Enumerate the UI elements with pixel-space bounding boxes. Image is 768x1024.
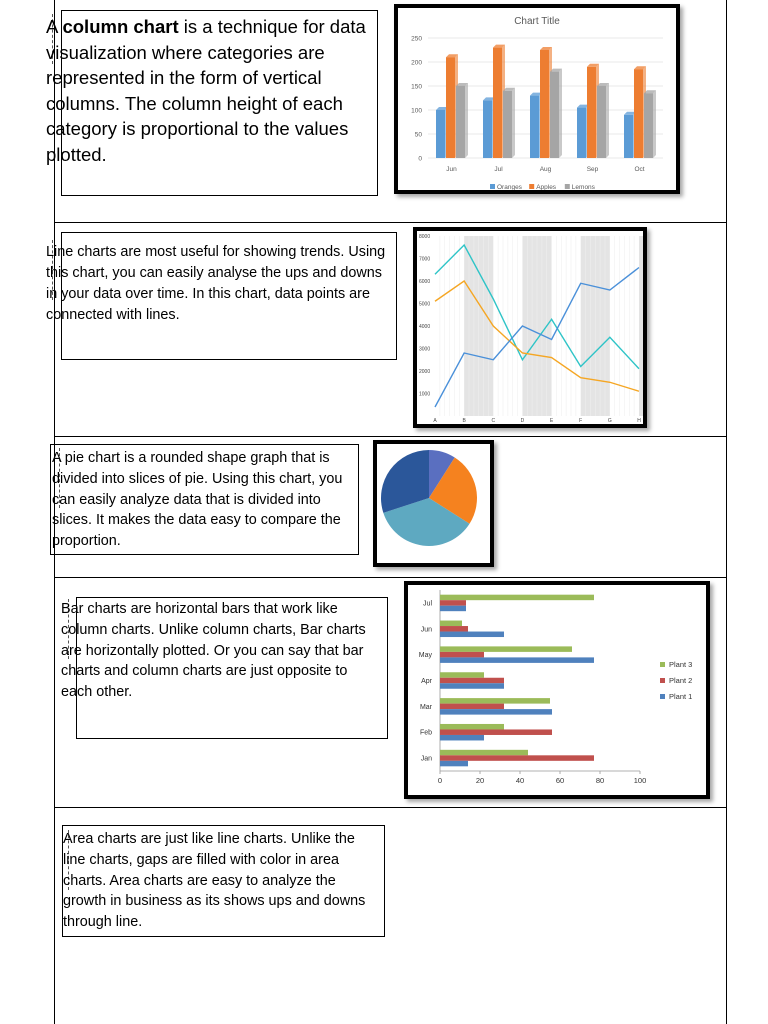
bar (440, 709, 552, 715)
bar (540, 50, 549, 158)
bar (440, 704, 504, 710)
bar (440, 632, 504, 638)
bar (440, 761, 468, 767)
legend-swatch (660, 662, 665, 667)
x-tick-label: Jun (446, 166, 457, 173)
bar (440, 621, 462, 627)
bar (483, 100, 492, 158)
legend-label: Apples (536, 184, 557, 190)
line-chart (417, 231, 643, 424)
bar (440, 678, 504, 684)
y-tick-label: 4000 (419, 324, 431, 330)
y-tick-label: 7000 (419, 256, 431, 263)
bar (440, 595, 594, 601)
pie-chart-frame (373, 440, 494, 567)
y-tick-label: 150 (411, 83, 422, 91)
bar (440, 724, 504, 730)
bar (446, 57, 455, 158)
line-chart-description: Line charts are most useful for showing trends. Using this chart, you can easily analyse the ups and downs in your data over time. In this chart, data points are connected with lines. (46, 244, 386, 323)
y-tick-label: 100 (411, 107, 422, 115)
right-margin-line (726, 0, 727, 1024)
bar-side (512, 88, 515, 158)
pie-chart-description: A pie chart is a rounded shape graph that is divided into slices of pie. Using this chart, you can easily analyze data that is divided into slices. It makes the data easy to compare the proportion. (52, 450, 343, 550)
bar (530, 96, 539, 158)
legend-label: Plant 3 (669, 660, 693, 669)
y-tick-label: 8000 (419, 234, 431, 240)
bar (440, 735, 484, 741)
legend-swatch (660, 678, 665, 683)
x-tick-label: 0 (437, 776, 443, 785)
bar-side (606, 83, 609, 158)
x-tick-label: Aug (539, 166, 552, 173)
section-divider (54, 807, 727, 808)
bar (456, 86, 465, 158)
bar-chart-frame (404, 581, 710, 799)
legend-swatch (490, 184, 495, 189)
x-tick-label: 80 (595, 776, 605, 785)
x-tick-label: 20 (475, 776, 485, 785)
x-tick-label: A (433, 418, 437, 424)
y-tick-label: 50 (414, 131, 422, 139)
pie-chart (377, 444, 490, 563)
legend-label: Plant 1 (669, 692, 693, 701)
x-tick-label: D (520, 418, 525, 424)
x-tick-label: 100 (633, 776, 647, 785)
bar (440, 683, 504, 689)
legend-label: Plant 2 (669, 676, 693, 685)
column-chart-frame (394, 4, 680, 194)
x-tick-label: F (579, 418, 583, 424)
column-chart-description: A column chart is a technique for data visualization where categories are represented in the form of vertical columns. The column height of each category is proportional to the values plotted. (46, 16, 366, 165)
y-tick-label: Apr (421, 678, 432, 685)
line-chart-frame (413, 227, 647, 428)
x-tick-label: Oct (634, 166, 645, 173)
y-tick-label: 250 (411, 35, 422, 43)
column-chart (398, 8, 676, 190)
legend-swatch (565, 184, 570, 189)
y-tick-label: 200 (411, 59, 422, 67)
bar (597, 86, 606, 158)
x-tick-label: Jul (494, 166, 503, 173)
legend-swatch (529, 184, 534, 189)
bar-side (465, 83, 468, 158)
x-tick-label: B (462, 418, 466, 424)
bar (440, 672, 484, 678)
x-tick-label: C (491, 418, 496, 424)
bar (440, 729, 552, 735)
legend-swatch (660, 694, 665, 699)
section-divider (54, 222, 727, 223)
x-tick-label: 60 (555, 776, 565, 785)
y-tick-label: May (418, 652, 432, 660)
section-divider (54, 436, 727, 437)
bar (440, 755, 594, 761)
bar-side (653, 90, 656, 158)
bar (440, 652, 484, 658)
x-tick-label: G (607, 418, 612, 424)
bar (440, 657, 594, 663)
y-tick-label: 6000 (419, 279, 431, 285)
bar (440, 606, 466, 612)
bar-side (559, 69, 562, 158)
bar (493, 48, 502, 158)
x-tick-label: Sep (586, 166, 599, 173)
bar (503, 91, 512, 158)
bar-chart-description: Bar charts are horizontal bars that work like column charts. Unlike column charts, Bar charts are horizontally plotted. Or you can say that bar charts and column charts are just opposite to each other. (61, 601, 366, 701)
y-tick-label: Jan (420, 755, 432, 763)
background-band (639, 236, 643, 416)
x-tick-label: H (637, 418, 641, 424)
y-tick-label: 0 (418, 155, 422, 163)
y-tick-label: 1000 (419, 391, 431, 398)
x-tick-label: E (549, 418, 554, 424)
legend-label: Lemons (571, 184, 595, 190)
bar (440, 646, 572, 651)
y-tick-label: Feb (419, 729, 432, 737)
y-tick-label: 5000 (419, 301, 431, 308)
bar (440, 600, 466, 606)
y-tick-label: 3000 (419, 346, 431, 353)
bar (436, 110, 445, 158)
area-chart-description: Area charts are just like line charts. Unlike the line charts, gaps are filled with color in area charts. Area charts are easy to analyze the growth in business as its shows ups and downs through line. (63, 831, 366, 931)
y-tick-label: Jun (420, 626, 432, 634)
section-divider (54, 577, 727, 578)
bar (440, 698, 550, 704)
bar (634, 69, 643, 158)
bar (644, 93, 653, 158)
y-tick-label: 2000 (419, 369, 431, 375)
bar-chart (408, 585, 706, 795)
bar (577, 108, 586, 158)
bar (440, 626, 468, 632)
x-tick-label: 40 (515, 776, 525, 785)
chart-title: Chart Title (514, 16, 560, 27)
bar (587, 67, 596, 158)
y-tick-label: Jul (423, 600, 432, 608)
legend-label: Oranges (497, 184, 522, 190)
bar (440, 750, 528, 756)
bar (624, 115, 633, 158)
bar (550, 72, 559, 158)
y-tick-label: Mar (419, 703, 432, 711)
